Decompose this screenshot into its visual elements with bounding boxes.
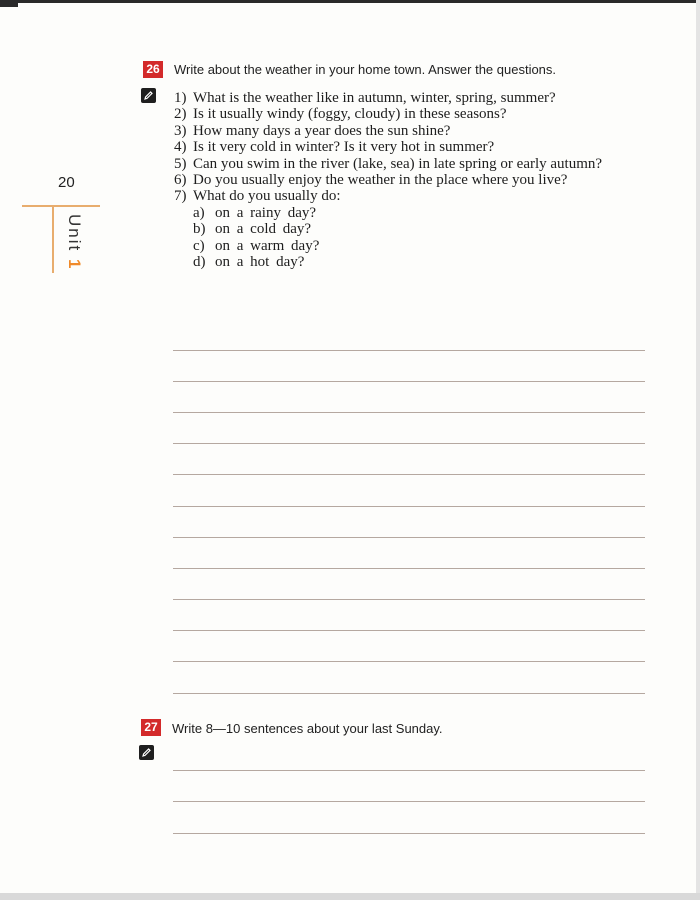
question-text: What is the weather like in autumn, winter, spring, summer?: [193, 90, 556, 106]
question-item: [174, 139, 646, 155]
unit-label: Unit: [65, 214, 84, 253]
question-number: 4): [174, 139, 187, 156]
exercise-27-number: 27: [141, 719, 161, 736]
unit-number: 1: [65, 258, 84, 271]
unit-marker: [64, 214, 84, 270]
page-bottom-edge: [0, 893, 700, 900]
subitem-text: on a cold day?: [215, 221, 312, 238]
question-text: Can you swim in the river (lake, sea) in late spring or early autumn?: [193, 155, 603, 172]
subitem: [174, 254, 646, 270]
answer-line[interactable]: [173, 693, 645, 694]
pen-icon: [139, 745, 154, 760]
question-text: Is it usually windy (foggy, cloudy) in these seasons?: [193, 106, 507, 123]
question-number: 7): [174, 188, 187, 205]
subitem-text: on a warm day?: [215, 237, 320, 254]
unit-vertical-rule: [52, 205, 54, 273]
exercise-26-instruction: Write about the weather in your home town. Answer the questions.: [174, 62, 557, 77]
answer-line[interactable]: [173, 630, 645, 631]
question-number: 2): [174, 106, 187, 123]
exercise-27-instruction: Write 8—10 sentences about your last Sunday.: [172, 721, 443, 736]
answer-line[interactable]: [173, 599, 645, 600]
answer-line[interactable]: [173, 833, 645, 834]
pen-icon: [141, 88, 156, 103]
subitem-letter: c): [193, 237, 205, 254]
answer-line[interactable]: [173, 537, 645, 538]
answer-line[interactable]: [173, 350, 645, 351]
question-item: [174, 106, 646, 122]
subitem: [174, 205, 646, 221]
answer-line[interactable]: [173, 770, 645, 771]
question-number: 6): [174, 172, 187, 189]
question-number: 5): [174, 155, 187, 172]
question-text: What do you usually do:: [193, 188, 341, 205]
page-right-edge: [696, 0, 700, 900]
answer-line[interactable]: [173, 443, 645, 444]
subitem-text: on a hot day?: [215, 254, 305, 271]
answer-line[interactable]: [173, 801, 645, 802]
subitem-letter: b): [193, 221, 206, 238]
subitem-text: on a rainy day?: [215, 204, 317, 221]
question-number: 1): [174, 90, 187, 106]
subitem: [174, 238, 646, 254]
exercise-26-number: 26: [143, 61, 163, 78]
exercise-26-questions: [174, 90, 646, 270]
question-item: [174, 172, 646, 188]
subitem: [174, 221, 646, 237]
question-item: [174, 188, 646, 204]
question-item: [174, 156, 646, 172]
answer-line[interactable]: [173, 568, 645, 569]
question-text: How many days a year does the sun shine?: [193, 122, 451, 139]
subitem-letter: d): [193, 254, 206, 271]
question-text: Is it very cold in winter? Is it very hot in summer?: [193, 139, 495, 156]
answer-line[interactable]: [173, 381, 645, 382]
answer-line[interactable]: [173, 474, 645, 475]
page-top-notch: [0, 3, 18, 7]
page-top-edge: [0, 0, 700, 3]
answer-line[interactable]: [173, 506, 645, 507]
subitem-letter: a): [193, 204, 205, 221]
question-item: [174, 90, 646, 106]
question-number: 3): [174, 122, 187, 139]
answer-line[interactable]: [173, 412, 645, 413]
question-item: [174, 123, 646, 139]
question-text: Do you usually enjoy the weather in the place where you live?: [193, 172, 568, 189]
unit-rule: [22, 205, 100, 207]
answer-line[interactable]: [173, 661, 645, 662]
page-number: 20: [58, 174, 75, 191]
